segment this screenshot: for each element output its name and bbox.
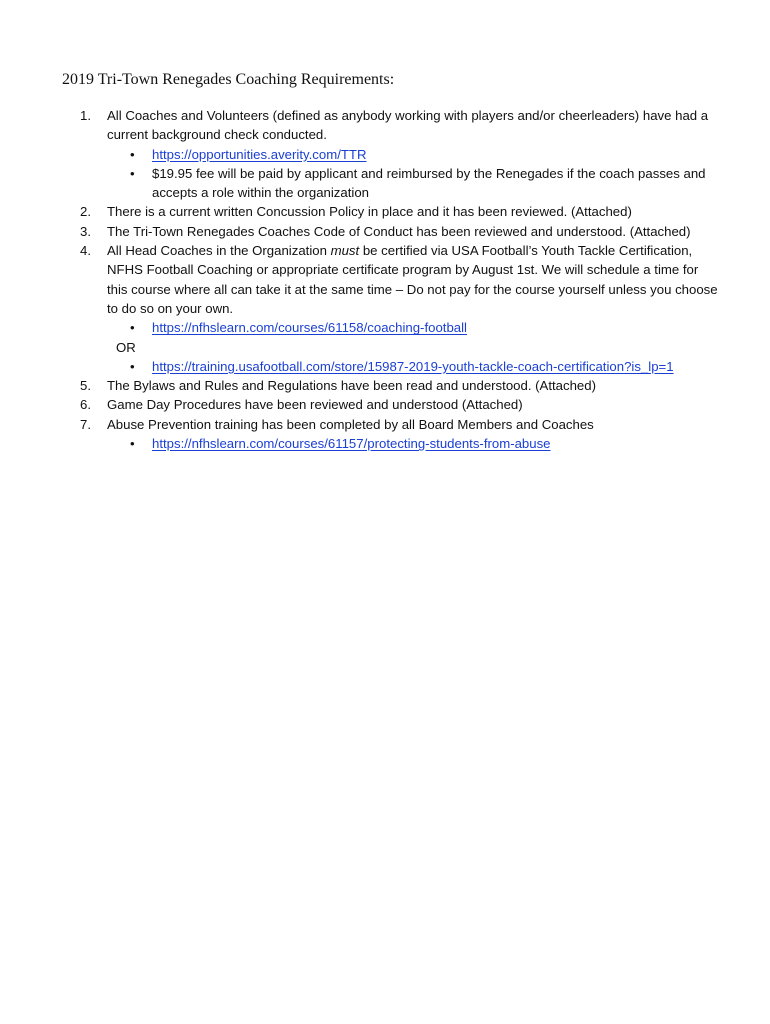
or-separator: OR (116, 339, 136, 355)
requirement-bullets (107, 318, 720, 337)
fee-note: $19.95 fee will be paid by applicant and reimbursed by the Renegades if the coach passes and accepts a role within the organization (152, 165, 706, 201)
requirement-bullets (107, 434, 720, 453)
bullet-item (107, 164, 720, 203)
requirement-number: 6. (80, 397, 91, 413)
bullet-item (107, 434, 720, 453)
requirement-bullets (107, 145, 720, 203)
requirement-item (80, 415, 720, 454)
abuse-prevention-link[interactable]: https://nfhslearn.com/courses/61157/protecting-students-from-abuse (152, 436, 551, 452)
requirement-item (80, 106, 720, 202)
bullet-item (107, 357, 720, 376)
requirement-text: Abuse Prevention training has been completed by all Board Members and Coaches (107, 416, 594, 432)
requirement-text: There is a current written Concussion Policy in place and it has been reviewed. (Attached) (107, 204, 632, 220)
requirement-number: 7. (80, 416, 91, 432)
requirement-text-part: All Head Coaches in the Organization (107, 243, 331, 259)
requirements-list (80, 106, 720, 453)
requirement-text-part: be certified via USA Football’s Youth Tackle Certification, NFHS Football Coaching or appropriate certificate program by August 1st. We will schedule a time for this course where all can take it at the same time – Do not pay for the course yourself unless you choose to do so on your own. (107, 243, 718, 316)
requirement-item (80, 376, 720, 395)
nfhs-coaching-link[interactable]: https://nfhslearn.com/courses/61158/coaching-football (152, 320, 467, 336)
requirement-number: 2. (80, 204, 91, 220)
bullet-icon: • (130, 358, 135, 374)
requirement-text: The Tri-Town Renegades Coaches Code of Conduct has been reviewed and understood. (Attached) (107, 223, 691, 239)
background-check-link[interactable]: https://opportunities.averity.com/TTR (152, 146, 367, 162)
requirement-text: The Bylaws and Rules and Regulations have been read and understood. (Attached) (107, 378, 596, 394)
requirement-item (80, 395, 720, 414)
requirement-text: All Coaches and Volunteers (defined as anybody working with players and/or cheerleaders) have had a current background check conducted. (107, 108, 709, 143)
requirement-number: 4. (80, 243, 91, 259)
bullet-item (107, 145, 720, 164)
requirement-text: Game Day Procedures have been reviewed and understood (Attached) (107, 397, 523, 413)
requirement-bullets (107, 357, 720, 376)
document-title: 2019 Tri-Town Renegades Coaching Requirements: (62, 71, 395, 88)
bullet-icon: • (130, 146, 135, 162)
usa-football-link[interactable]: https://training.usafootball.com/store/15987-2019-youth-tackle-coach-certification?is_lp=1 (152, 358, 674, 374)
requirement-item (80, 241, 720, 376)
requirement-item (80, 222, 720, 241)
requirement-text-emphasis: must (330, 243, 360, 259)
requirement-number: 5. (80, 378, 91, 394)
bullet-icon: • (130, 165, 135, 181)
bullet-icon: • (130, 436, 135, 452)
requirement-number: 3. (80, 223, 91, 239)
requirement-item (80, 202, 720, 221)
bullet-icon: • (130, 320, 135, 336)
requirement-number: 1. (80, 108, 91, 123)
bullet-item (107, 318, 720, 337)
